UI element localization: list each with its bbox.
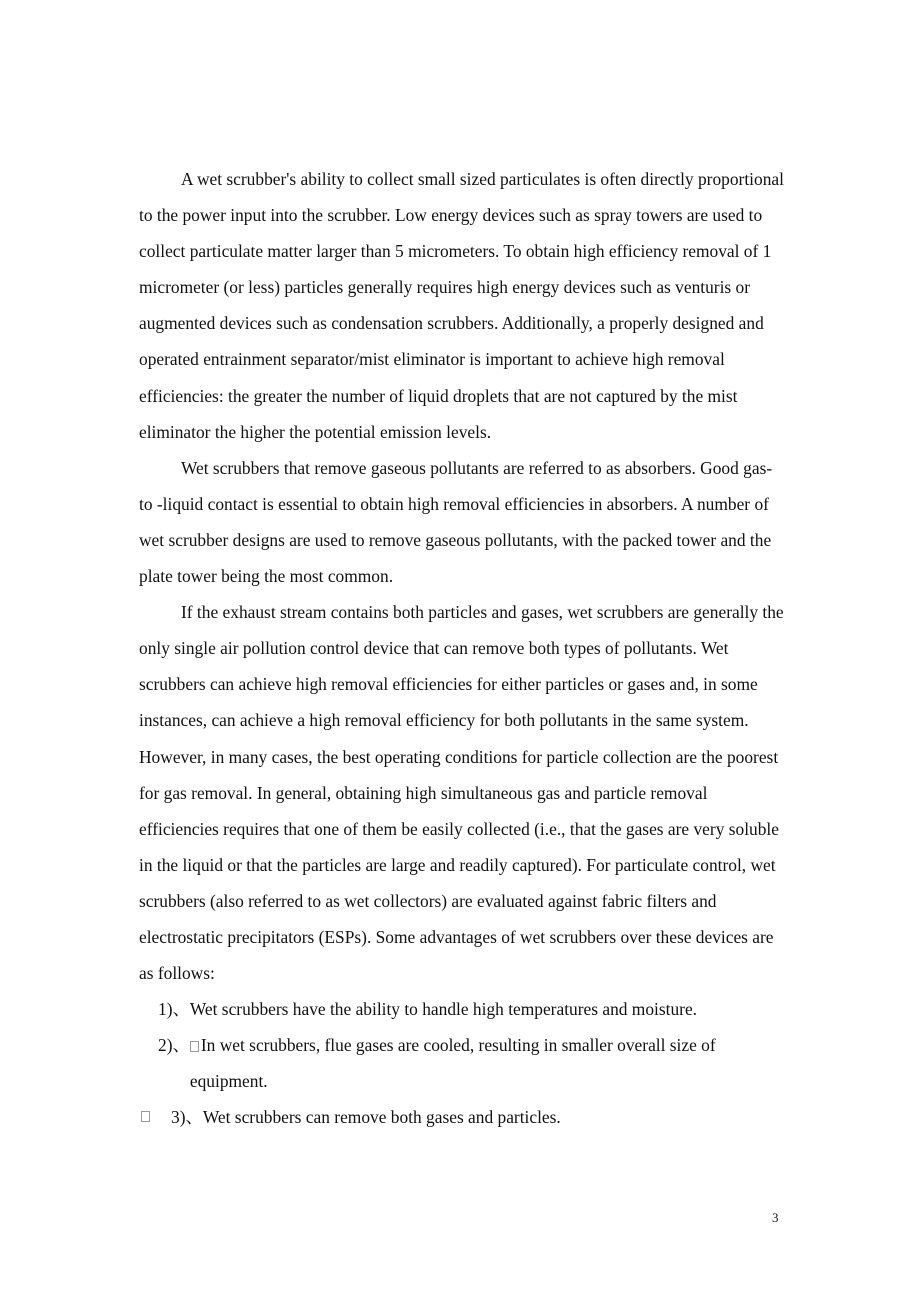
list-item-text: In wet scrubbers, flue gases are cooled, resulting in smaller overall size of equipment. bbox=[189, 1035, 716, 1092]
paragraph-particles-and-gases: If the exhaust stream contains both particles and gases, wet scrubbers are generally the only single air pollution control device that can remove both types of pollutants. Wet scrubbers can achieve high removal efficiencies for either particles or gases and, in some instances, can achieve a high removal efficiency for both pollutants in the same system. However, in many cases, the best operating conditions for particle collection are the poorest for gas removal. In general, obtaining high simultaneous gas and particle removal efficiencies requires that one of them be easily collected (i.e., that the gases are very soluble in the liquid or that the particles are large and readily captured). For particulate control, wet scrubbers (also referred to as wet collectors) are evaluated against fabric filters and electrostatic precipitators (ESPs). Some advantages of wet scrubbers over these devices are as follows: bbox=[139, 602, 784, 984]
list-item-text: Wet scrubbers have the ability to handle high temperatures and moisture. bbox=[189, 999, 698, 1020]
list-item bbox=[158, 1027, 784, 1099]
list-item bbox=[158, 991, 784, 1027]
list-item-text-wrapper bbox=[190, 1027, 784, 1099]
list-item bbox=[139, 1099, 784, 1135]
page-number: 3 bbox=[772, 1210, 779, 1225]
paragraph-absorbers: Wet scrubbers that remove gaseous pollutants are referred to as absorbers. Good gas-to -liquid contact is essential to obtain high removal efficiencies in absorbers. A number of wet scrubber designs are used to remove gaseous pollutants, with the packed tower and the plate tower being the most common. bbox=[139, 457, 773, 587]
missing-glyph-icon bbox=[141, 1111, 150, 1122]
list-marker: 2)、 bbox=[158, 1035, 190, 1056]
list-marker: 1)、 bbox=[158, 999, 190, 1020]
missing-glyph-icon bbox=[190, 1041, 199, 1052]
list-item-text: Wet scrubbers can remove both gases and particles. bbox=[202, 1107, 561, 1128]
advantages-list bbox=[139, 991, 784, 1135]
list-marker: 3)、 bbox=[171, 1107, 203, 1128]
paragraph-scrubber-efficiency: A wet scrubber's ability to collect small sized particulates is often directly proportional to the power input into the scrubber. Low energy devices such as spray towers are used to collect particulate matter larger than 5 micrometers. To obtain high efficiency removal of 1 micrometer (or less) particles generally requires high energy devices such as venturis or augmented devices such as condensation scrubbers. Additionally, a properly designed and operated entrainment separator/mist eliminator is important to achieve high removal efficiencies: the greater the number of liquid droplets that are not captured by the mist eliminator the higher the potential emission levels. bbox=[139, 169, 784, 442]
document-body bbox=[139, 161, 784, 1136]
